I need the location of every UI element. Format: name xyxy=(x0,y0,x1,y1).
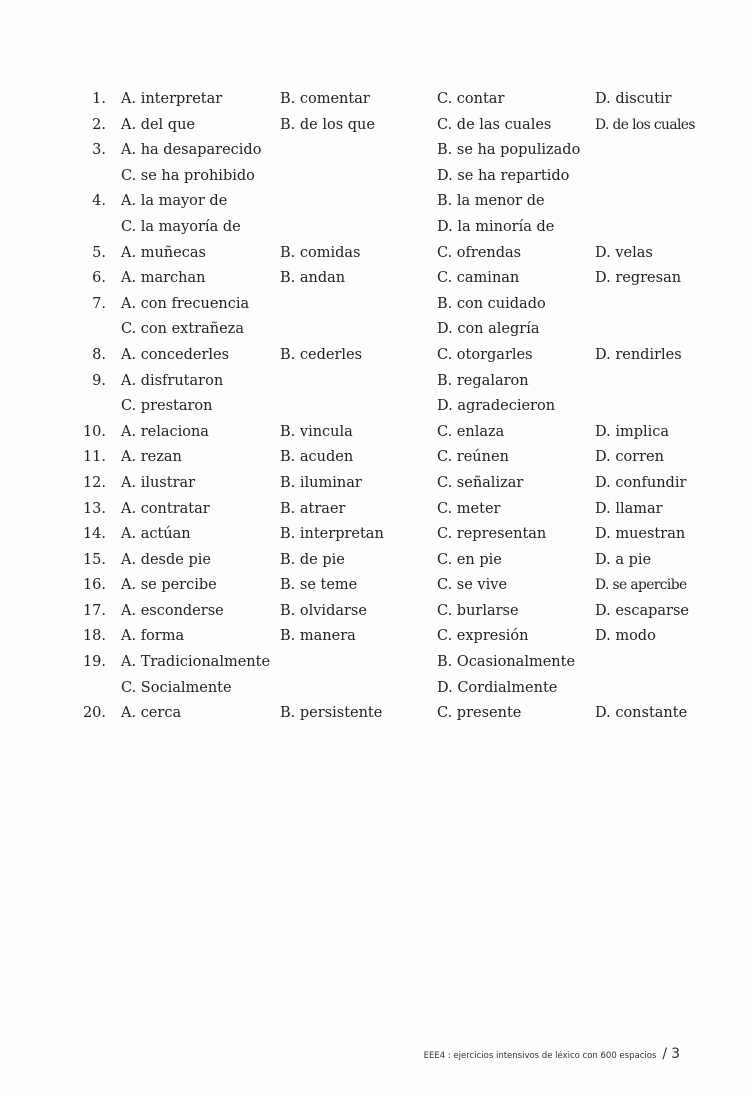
question-row xyxy=(0,573,750,599)
option-d: D. velas xyxy=(595,244,653,261)
page-number: 3 xyxy=(671,1046,680,1062)
option-c: C. Socialmente xyxy=(121,679,232,696)
option-a: A. marchan xyxy=(121,270,206,287)
option-b: B. cederles xyxy=(280,346,363,363)
option-c: C. ofrendas xyxy=(437,244,522,261)
option-b: B. atraer xyxy=(280,500,346,517)
option-d: D. muestran xyxy=(595,526,686,543)
option-c: C. caminan xyxy=(437,270,520,287)
option-c: C. enlaza xyxy=(437,423,505,440)
question-row xyxy=(0,599,750,625)
question-row xyxy=(0,189,750,215)
question-number: 12. xyxy=(82,474,106,491)
option-b: B. acuden xyxy=(280,449,354,466)
question-row xyxy=(0,87,750,113)
page-footer xyxy=(360,1046,680,1062)
option-a: A. forma xyxy=(121,628,185,645)
option-b: B. comentar xyxy=(280,91,370,107)
option-d: D. regresan xyxy=(595,270,682,287)
question-row xyxy=(0,369,750,395)
question-row xyxy=(0,701,750,727)
question-row xyxy=(0,241,750,267)
option-a: A. se percibe xyxy=(121,577,217,594)
option-c: C. en pie xyxy=(437,551,502,568)
option-b: B. la menor de xyxy=(437,193,545,210)
question-row xyxy=(0,138,750,164)
option-b: B. de pie xyxy=(280,551,345,568)
option-a: A. muñecas xyxy=(121,244,206,261)
question-number: 14. xyxy=(82,526,106,543)
option-d: D. agradecieron xyxy=(437,398,556,415)
option-b: B. regalaron xyxy=(437,372,529,389)
footer-book-title: EEE4 : ejercicios intensivos de léxico con 600 espacios xyxy=(423,1051,657,1061)
question-number: 8. xyxy=(92,346,106,363)
option-a: A. rezan xyxy=(121,449,182,466)
option-a: A. ha desaparecido xyxy=(121,142,262,159)
option-d: D. modo xyxy=(595,628,656,645)
option-a: A. contratar xyxy=(121,500,210,517)
answer-options-list xyxy=(0,87,750,727)
option-d: D. de los cuales xyxy=(595,116,695,133)
question-row xyxy=(0,471,750,497)
question-number: 18. xyxy=(82,628,106,645)
question-number: 13. xyxy=(82,500,106,517)
option-c: C. prestaron xyxy=(121,398,213,415)
question-row xyxy=(0,343,750,369)
question-number: 4. xyxy=(92,193,106,210)
option-b: B. se ha populizado xyxy=(437,142,581,159)
option-c: C. meter xyxy=(437,500,501,517)
option-b: B. iluminar xyxy=(280,474,362,491)
question-row xyxy=(0,445,750,471)
option-c: C. burlarse xyxy=(437,602,519,619)
option-a: A. concederles xyxy=(121,346,230,363)
option-b: B. andan xyxy=(280,270,346,287)
option-c: C. contar xyxy=(437,91,505,107)
question-number: 2. xyxy=(92,116,106,133)
option-a: A. ilustrar xyxy=(121,474,196,491)
question-number: 3. xyxy=(92,142,106,159)
option-a: A. disfrutaron xyxy=(121,372,224,389)
option-d: D. se ha repartido xyxy=(437,167,570,184)
option-a: A. con frecuencia xyxy=(121,295,250,312)
question-number: 9. xyxy=(92,372,106,389)
question-number: 10. xyxy=(82,423,106,440)
option-d: D. la minoría de xyxy=(437,218,555,235)
question-number: 5. xyxy=(92,244,106,261)
question-row xyxy=(0,624,750,650)
option-d: D. escaparse xyxy=(595,602,689,619)
option-d: D. a pie xyxy=(595,551,652,568)
question-row-continued xyxy=(0,164,750,190)
option-b: B. comidas xyxy=(280,244,361,261)
question-number: 16. xyxy=(82,577,106,594)
question-number: 7. xyxy=(92,295,106,312)
question-row-continued xyxy=(0,215,750,241)
question-row-continued xyxy=(0,394,750,420)
option-d: D. confundir xyxy=(595,474,687,491)
option-b: B. manera xyxy=(280,628,356,645)
option-a: A. esconderse xyxy=(121,602,224,619)
question-number: 17. xyxy=(82,602,106,619)
option-d: D. con alegría xyxy=(437,321,540,338)
question-row xyxy=(0,650,750,676)
option-c: C. presente xyxy=(437,705,522,722)
option-b: B. se teme xyxy=(280,577,358,594)
option-b: B. persistente xyxy=(280,705,383,722)
option-b: B. con cuidado xyxy=(437,295,546,312)
option-d: D. discutir xyxy=(595,91,672,107)
option-c: C. de las cuales xyxy=(437,116,552,133)
option-a: A. cerca xyxy=(121,705,182,722)
option-a: A. actúan xyxy=(121,526,191,543)
option-b: B. vincula xyxy=(280,423,353,440)
option-a: A. del que xyxy=(121,116,196,133)
option-d: D. constante xyxy=(595,705,688,722)
question-number: 20. xyxy=(82,705,106,722)
option-b: B. interpretan xyxy=(280,526,384,543)
question-number: 6. xyxy=(92,270,106,287)
question-number: 19. xyxy=(82,654,106,671)
option-c: C. se vive xyxy=(437,577,508,594)
question-row xyxy=(0,522,750,548)
question-row xyxy=(0,113,750,139)
question-row xyxy=(0,548,750,574)
option-d: D. implica xyxy=(595,423,670,440)
option-a: A. Tradicionalmente xyxy=(121,654,271,671)
option-a: A. la mayor de xyxy=(121,193,228,210)
footer-separator: / xyxy=(662,1046,668,1062)
option-b: B. de los que xyxy=(280,116,375,133)
question-number: 1. xyxy=(92,91,106,107)
option-a: A. interpretar xyxy=(121,91,223,107)
option-d: D. Cordialmente xyxy=(437,679,558,696)
option-d: D. corren xyxy=(595,449,664,466)
question-row xyxy=(0,420,750,446)
option-d: D. rendirles xyxy=(595,346,682,363)
option-c: C. la mayoría de xyxy=(121,218,241,235)
option-c: C. con extrañeza xyxy=(121,321,244,338)
question-row xyxy=(0,292,750,318)
option-c: C. reúnen xyxy=(437,449,509,466)
question-row xyxy=(0,497,750,523)
option-c: C. se ha prohibido xyxy=(121,167,255,184)
question-row xyxy=(0,266,750,292)
question-number: 11. xyxy=(82,449,106,466)
option-a: A. relaciona xyxy=(121,423,209,440)
option-b: B. olvidarse xyxy=(280,602,367,619)
question-number: 15. xyxy=(82,551,106,568)
option-d: D. se apercibe xyxy=(595,577,687,594)
option-c: C. señalizar xyxy=(437,474,524,491)
option-c: C. expresión xyxy=(437,628,529,645)
option-c: C. representan xyxy=(437,526,547,543)
option-c: C. otorgarles xyxy=(437,346,533,363)
option-d: D. llamar xyxy=(595,500,663,517)
question-row-continued xyxy=(0,676,750,702)
option-b: B. Ocasionalmente xyxy=(437,654,576,671)
option-a: A. desde pie xyxy=(121,551,211,568)
question-row-continued xyxy=(0,317,750,343)
